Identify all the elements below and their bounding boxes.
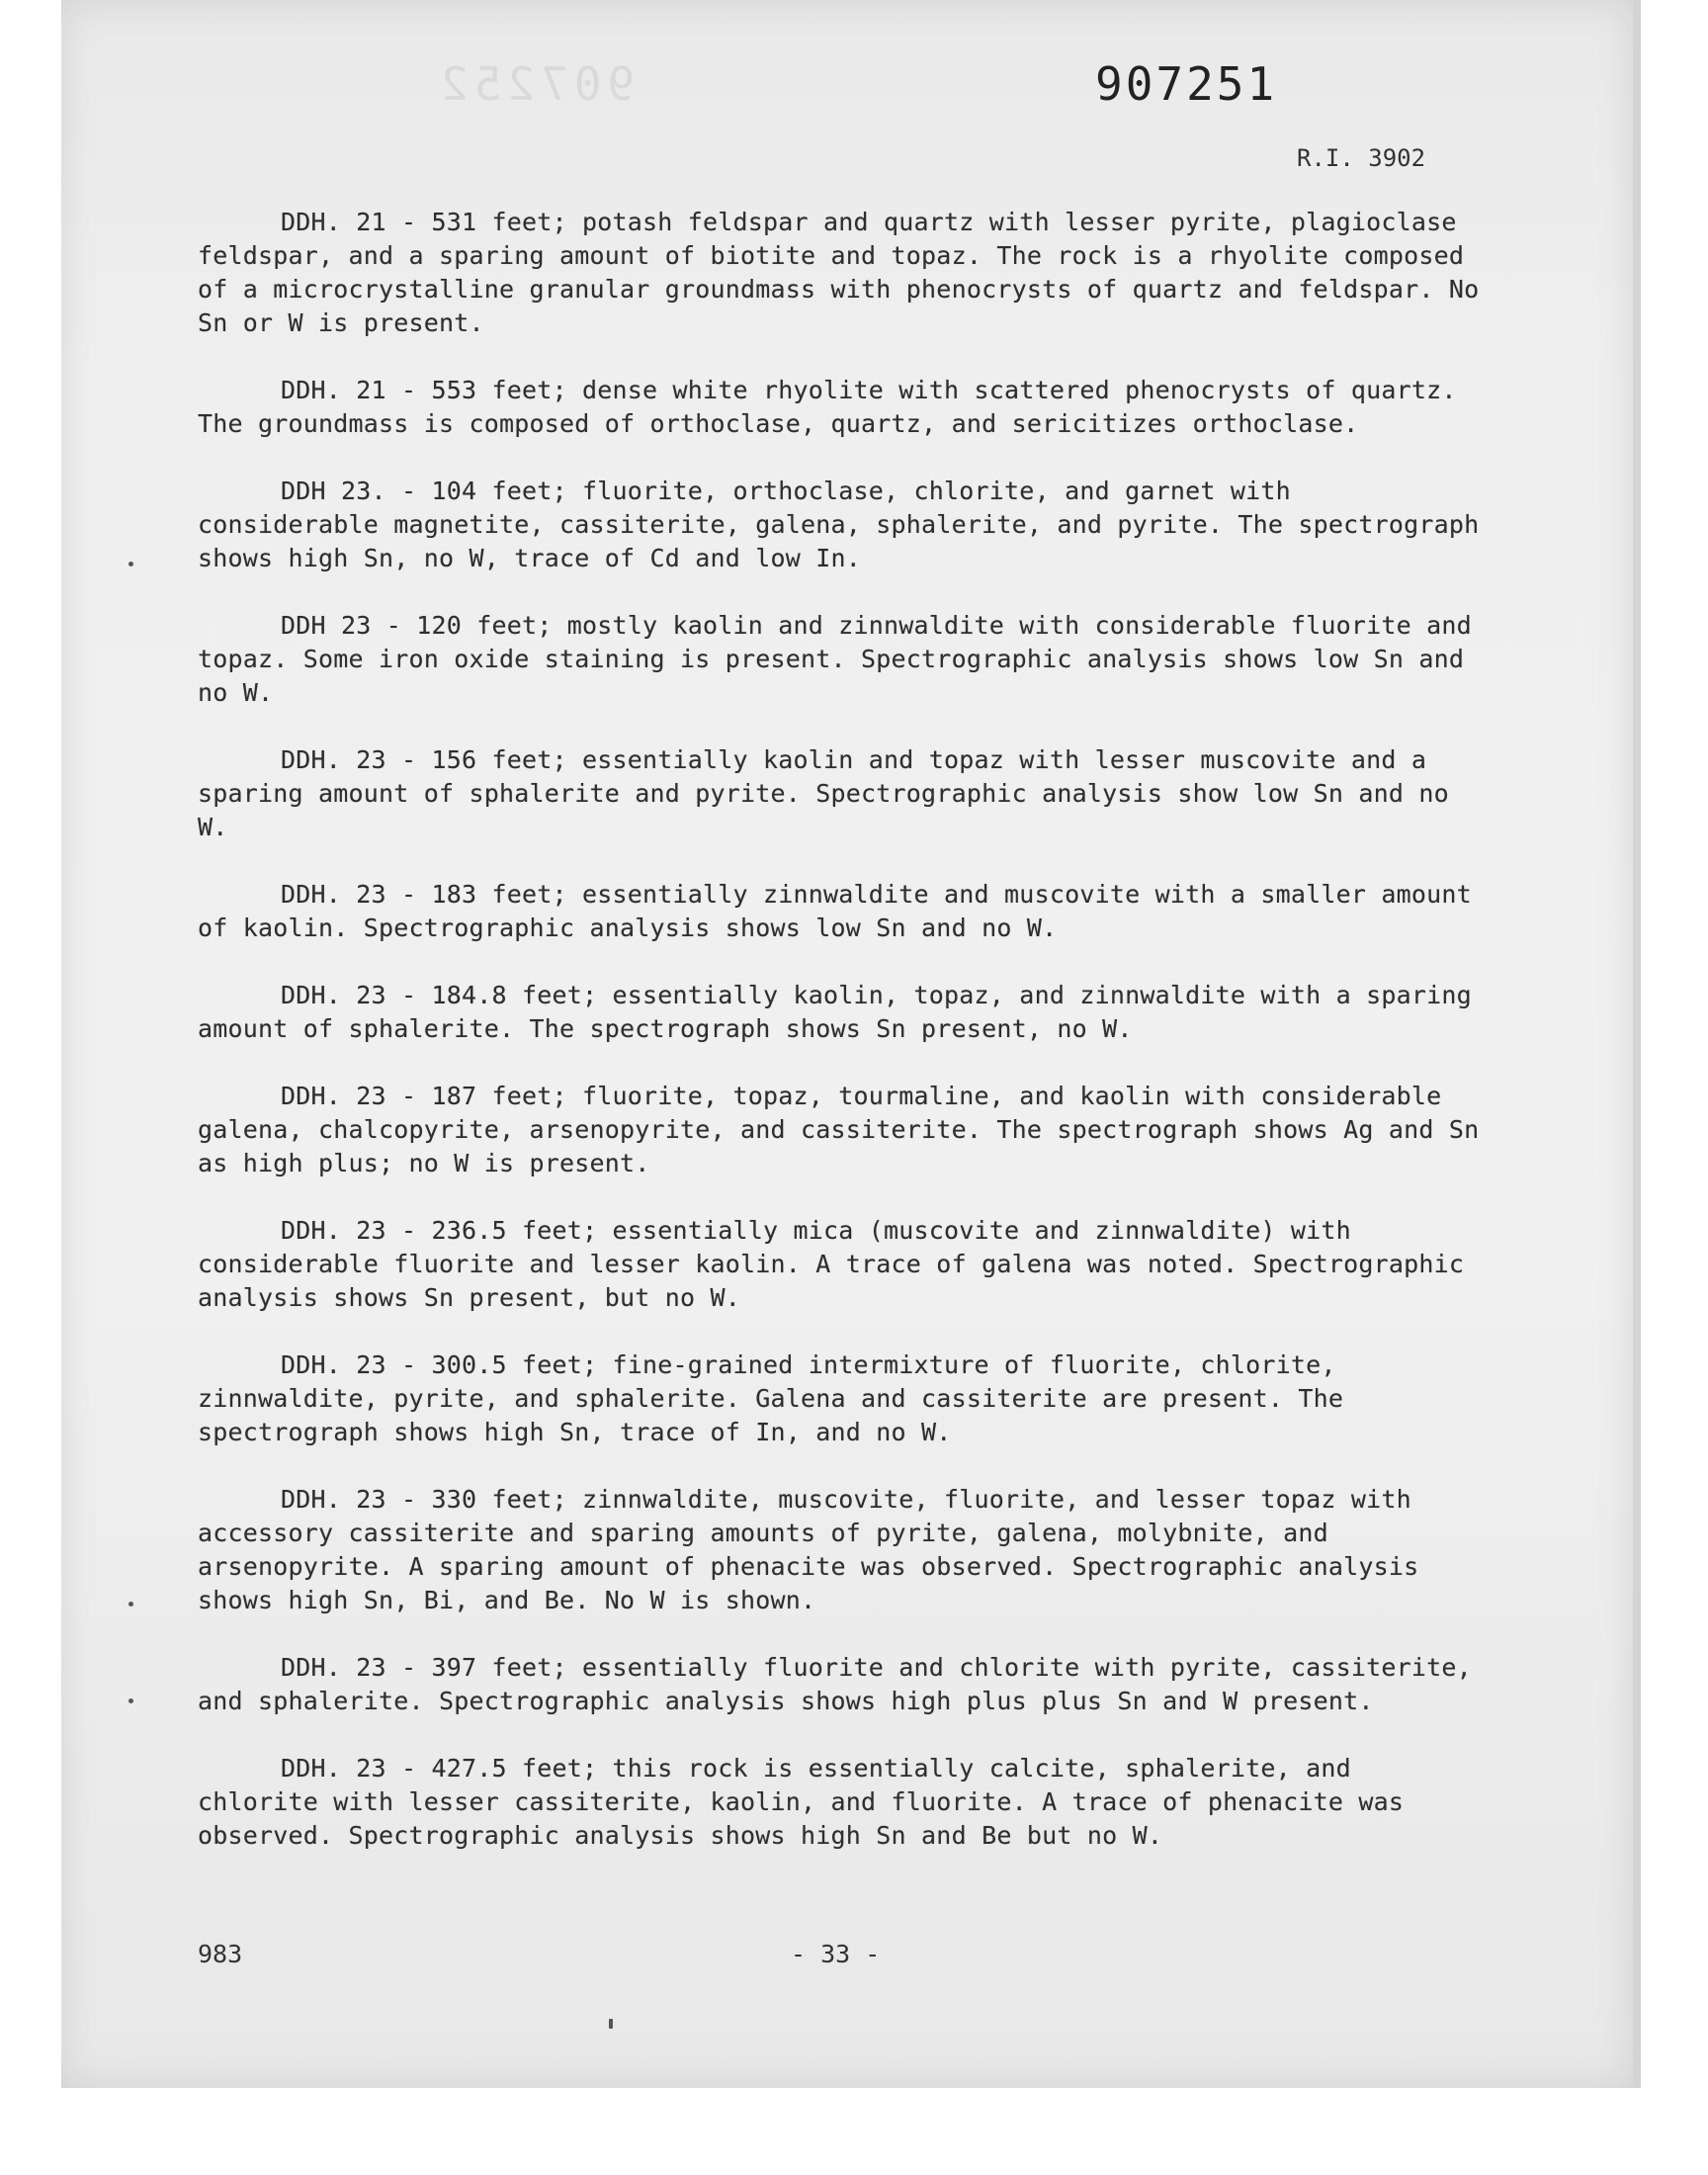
entry-ddh23-330: DDH. 23 - 330 feet; zinnwaldite, muscovite, fluorite, and lesser topaz with accessory cassiterite and sparing amounts of pyrite, galena, molybnite, and arsenopyrite. A sparing amount of phenacite was observed. Spectrographic analysis shows high Sn, Bi, and Be. No W is shown.: [198, 1485, 1419, 1614]
page-edge: [1633, 0, 1641, 2088]
scan-speck: [128, 562, 133, 566]
entry-ddh23-187: DDH. 23 - 187 feet; fluorite, topaz, tourmaline, and kaolin with considerable galena, chalcopyrite, arsenopyrite, and cassiterite. The spectrograph shows Ag and Sn as high plus; no W is present.: [198, 1082, 1480, 1177]
scan-speck: [128, 1602, 133, 1607]
entry-ddh23-397: DDH. 23 - 397 feet; essentially fluorite and chlorite with pyrite, cassiterite, and sphalerite. Spectrographic analysis shows high plus plus Sn and W present.: [198, 1653, 1472, 1715]
entry-ddh21-531: DDH. 21 - 531 feet; potash feldspar and quartz with lesser pyrite, plagioclase feldspar, and a sparing amount of biotite and topaz. The rock is a rhyolite composed of a microcrystalline granular groundmass with phenocrysts of quartz and feldspar. No Sn or W is present.: [198, 208, 1480, 337]
scan-speck: [609, 2019, 613, 2029]
document-number: 983: [198, 1940, 243, 1968]
entry-ddh23-104: DDH 23. - 104 feet; fluorite, orthoclase, chlorite, and garnet with considerable magnetite, cassiterite, galena, sphalerite, and pyrite. The spectrograph shows high Sn, no W, trace of Cd and low In.: [198, 477, 1480, 572]
entry-ddh23-236-5: DDH. 23 - 236.5 feet; essentially mica (muscovite and zinnwaldite) with considerable fluorite and lesser kaolin. A trace of galena was noted. Spectrographic analysis shows Sn present, but no W.: [198, 1216, 1465, 1312]
entry-ddh23-183: DDH. 23 - 183 feet; essentially zinnwaldite and muscovite with a smaller amount of kaolin. Spectrographic analysis shows low Sn and no W.: [198, 880, 1472, 942]
body-text: [198, 206, 1483, 1886]
serial-number: 907251: [1095, 57, 1278, 111]
entry-ddh23-120: DDH 23 - 120 feet; mostly kaolin and zinnwaldite with considerable fluorite and topaz. Some iron oxide staining is present. Spectrographic analysis shows low Sn and no W.: [198, 611, 1472, 707]
scan-speck: [128, 1698, 133, 1703]
bleed-through-serial: 907252: [435, 57, 636, 111]
entry-ddh23-427-5: DDH. 23 - 427.5 feet; this rock is essentially calcite, sphalerite, and chlorite with lesser cassiterite, kaolin, and fluorite. A trace of phenacite was observed. Spectrographic analysis shows high Sn and Be but no W.: [198, 1754, 1405, 1850]
entry-ddh23-300-5: DDH. 23 - 300.5 feet; fine-grained intermixture of fluorite, chlorite, zinnwaldite, pyrite, and sphalerite. Galena and cassiterite are present. The spectrograph shows high Sn, trace of In, and no W.: [198, 1350, 1344, 1446]
report-id: R.I. 3902: [1297, 144, 1426, 172]
page-number: - 33 -: [791, 1940, 881, 1968]
entry-ddh23-156: DDH. 23 - 156 feet; essentially kaolin and topaz with lesser muscovite and a sparing amount of sphalerite and pyrite. Spectrographic analysis show low Sn and no W.: [198, 745, 1449, 841]
entry-ddh21-553: DDH. 21 - 553 feet; dense white rhyolite with scattered phenocrysts of quartz. The groundmass is composed of orthoclase, quartz, and sericitizes orthoclase.: [198, 376, 1457, 438]
entry-ddh23-184-8: DDH. 23 - 184.8 feet; essentially kaolin, topaz, and zinnwaldite with a sparing amount of sphalerite. The spectrograph shows Sn present, no W.: [198, 981, 1472, 1043]
